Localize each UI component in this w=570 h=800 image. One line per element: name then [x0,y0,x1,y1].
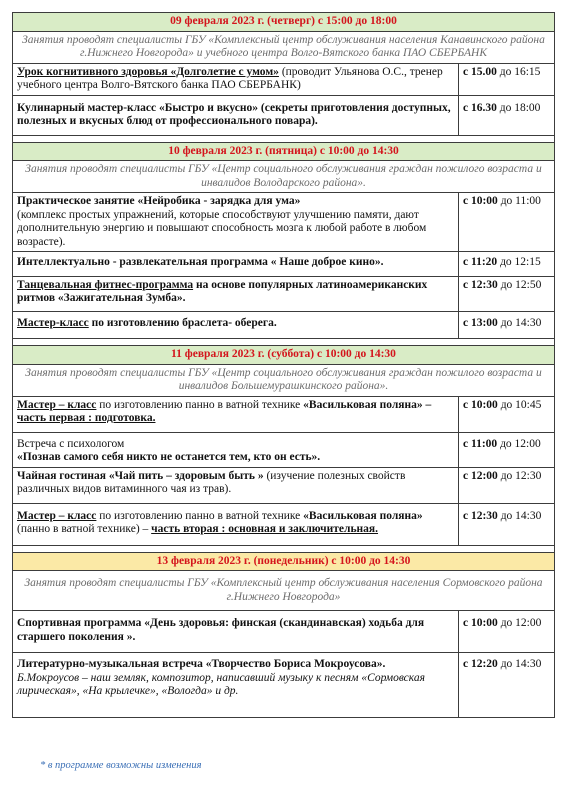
time-start: с 11:20 [463,256,498,268]
event-detail: по изготовлению панно в ватной технике [96,509,304,522]
event-description [13,311,459,339]
event-time [459,63,555,95]
event-title: «Васильковая поляна» [303,509,423,522]
event-detail-2: (панно в ватной технике) – [17,523,152,535]
day-header-row [13,142,555,161]
event-detail: «Познав самого себя никто не останется тем, кто он есть». [17,451,321,463]
event-detail: (комплекс простых упражнений, которые способствуют улучшению памяти, дают дополнительную энергию и повышают способность мозга к любой работе в любом возрасте). [17,208,427,248]
day-header-row [13,13,555,32]
event-part-underlined: часть вторая : основная и заключительная. [151,523,379,535]
event-title-underlined: Мастер – класс [17,509,97,522]
day-title: 10 февраля 2023 г. (пятница) с 10:00 до 14:30 [168,144,399,157]
event-time [459,503,555,545]
time-start: с 15.00 [463,65,497,78]
event-title-underlined: Мастер – класс [17,398,97,411]
event-detail: по изготовлению панно в ватной технике [96,398,304,411]
event-title: по изготовлению браслета- оберега. [88,316,277,329]
event-time [459,432,555,467]
event-title: Практическое занятие «Нейробика - зарядка для ума» [17,195,301,207]
organizer-note: Занятия проводят специалисты ГБУ «Центр социального обслуживания граждан пожилого возраста и инвалидов Большемурашкинского района». [13,364,555,396]
time-start: с 16.30 [463,101,497,114]
event-row [13,276,555,311]
event-title: Кулинарный мастер-класс «Быстро и вкусно» (секреты приготовления доступных, полезных и вкусных блюд от профессионального повара). [17,101,451,127]
event-description [13,396,459,432]
event-description [13,193,459,252]
event-title: Чайная гостиная «Чай пить – здоровым быть » [17,469,264,482]
event-row [13,252,555,277]
schedule-sheet [12,12,554,718]
event-time [459,95,555,135]
event-row [13,432,555,467]
footnote: * в программе возможны изменения [40,760,202,771]
event-description [13,432,459,467]
event-title: Встреча с психологом [17,437,125,450]
time-start: с 12:30 [463,278,498,291]
time-start: с 12:00 [463,469,498,482]
event-detail: (проводит Ульянова О.С., тренер учебного центра Волго-Вятского банка ПАО СБЕРБАНК) [17,65,443,91]
time-start: с 10:00 [463,617,498,629]
event-row [13,193,555,252]
event-detail: (изучение полезных свойств различных видов витаминного чая из трав). [17,469,406,495]
time-end: до 12:30 [497,469,542,482]
day-header-row [13,346,555,365]
event-time [459,276,555,311]
day-header [13,346,555,365]
event-time [459,467,555,503]
day-title: 11 февраля 2023 г. (суббота) с 10:00 до 14:30 [171,348,396,360]
time-end: до 14:30 [497,316,542,329]
organizer-note: Занятия проводят специалисты ГБУ «Комплексный центр обслуживания населения Канавинского района г.Нижнего Новгорода» и учебного центра Волго-Вятского банка ПАО СБЕРБАНК [13,31,555,63]
time-start: с 12:30 [463,509,498,522]
event-row [13,95,555,135]
time-start: с 11:00 [463,437,498,450]
organizer-row [13,161,555,193]
time-end: до 18:00 [496,101,541,114]
time-start: с 12:20 [463,658,498,670]
event-row [13,503,555,545]
day-header [13,552,555,571]
event-part-underlined: часть первая : подготовка. [17,412,156,424]
event-time [459,311,555,339]
organizer-row [13,571,555,611]
day-header-row [13,552,555,571]
event-time [459,653,555,718]
event-row [13,653,555,718]
event-time [459,611,555,653]
event-row [13,63,555,95]
day-header [13,13,555,32]
time-start: с 10:00 [463,195,498,207]
event-title: на основе популярных латиноамериканских ритмов «Зажигательная Зумба». [17,278,428,304]
organizer-row [13,364,555,396]
event-title-underlined: Мастер-класс [17,316,89,329]
event-time [459,252,555,277]
event-description [13,503,459,545]
spacer-cell [13,545,555,552]
event-title: Интеллектуально - развлекательная программа « Наше доброе кино». [17,256,384,268]
spacer-row [13,339,555,346]
day-header [13,142,555,161]
event-title: Литературно-музыкальная встреча «Творчество Бориса Мокроусова». [17,658,386,670]
time-start: с 10:00 [463,398,498,411]
event-title-underlined: Танцевальная фитнес-программа [17,278,194,291]
event-detail: Б.Мокроусов – наш земляк, композитор, написавший музыку к песням «Сормовская лирическая», «На крылечке», «Вологда» и др. [17,671,425,697]
time-end: до 16:15 [496,65,541,78]
event-description [13,252,459,277]
event-time [459,193,555,252]
event-description [13,611,459,653]
event-description [13,63,459,95]
event-title: Спортивная программа «День здоровья: финская (скандинавская) ходьба для старшего поколения ». [17,617,425,643]
event-title: «Васильковая поляна» – [303,398,432,411]
time-end: до 10:45 [497,398,542,411]
event-description [13,467,459,503]
event-row [13,611,555,653]
event-description [13,276,459,311]
organizer-row [13,31,555,63]
event-row [13,396,555,432]
event-time [459,396,555,432]
time-end: до 12:50 [497,278,542,291]
spacer-row [13,545,555,552]
schedule-table [12,12,555,718]
event-description [13,653,459,718]
event-description [13,95,459,135]
organizer-note: Занятия проводят специалисты ГБУ «Комплексный центр обслуживания населения Сормовского района г.Нижнего Новгорода» [13,571,555,611]
time-end: до 12:00 [497,437,541,450]
event-row [13,311,555,339]
event-row [13,467,555,503]
day-title: 13 февраля 2023 г. (понедельник) с 10:00 до 14:30 [156,554,411,567]
spacer-cell [13,135,555,142]
spacer-cell [13,339,555,346]
time-start: с 13:00 [463,316,498,329]
organizer-note: Занятия проводят специалисты ГБУ «Центр социального обслуживания граждан пожилого возраста и инвалидов Володарского района». [13,161,555,193]
time-end: до 11:00 [497,195,541,207]
spacer-row [13,135,555,142]
time-end: до 12:00 [497,617,542,629]
day-title: 09 февраля 2023 г. (четверг) с 15:00 до 18:00 [170,15,397,27]
event-title: Урок когнитивного здоровья «Долголетие с умом» [17,65,279,78]
time-end: до 14:30 [497,509,542,522]
time-end: до 12:15 [497,256,541,268]
time-end: до 14:30 [497,658,542,670]
